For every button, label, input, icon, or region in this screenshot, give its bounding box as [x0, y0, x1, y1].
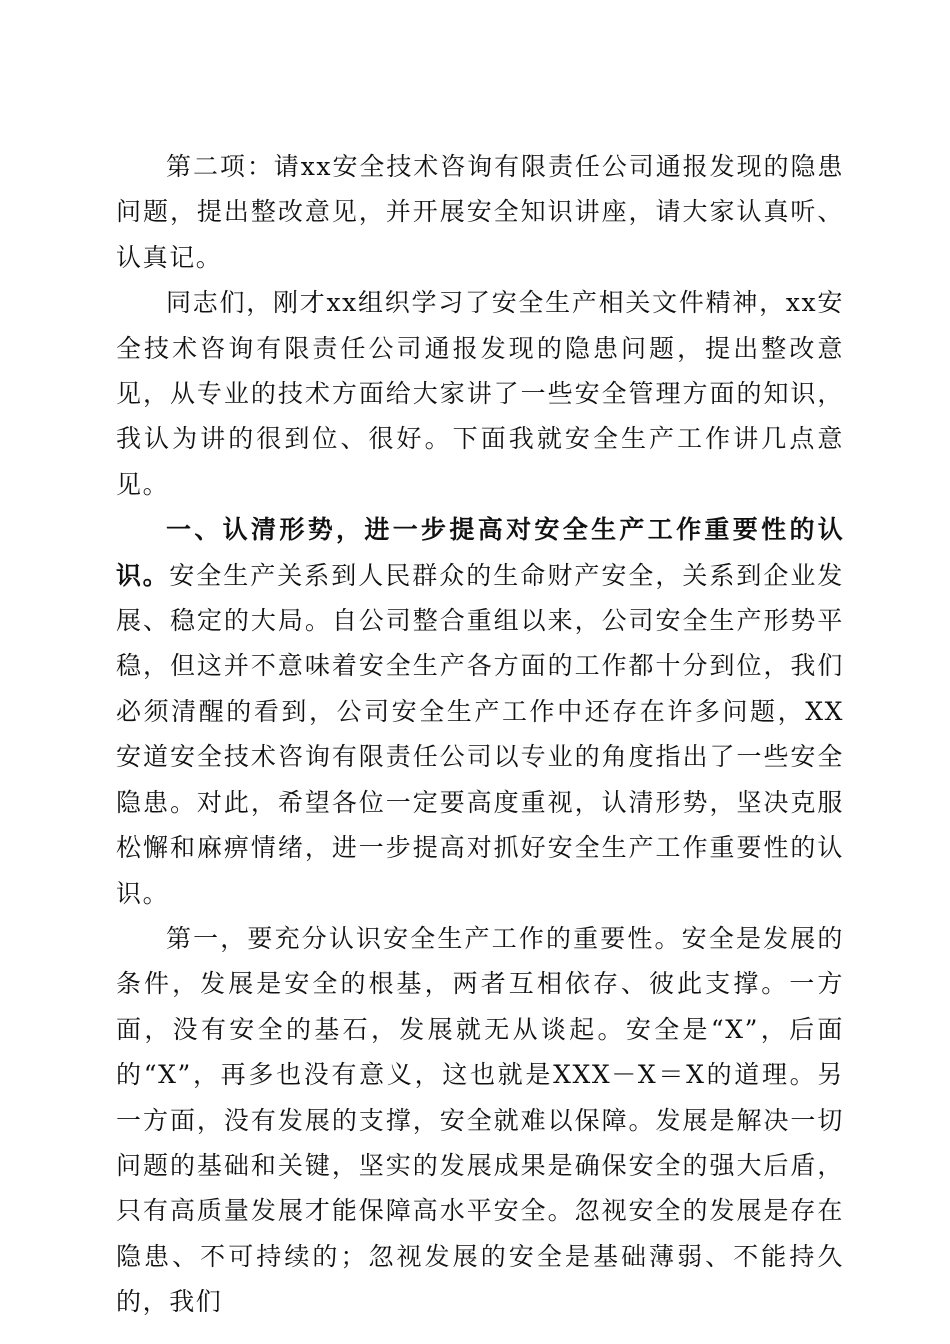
document-body [116, 144, 844, 1325]
section-one-body: 安全生产关系到人民群众的生命财产安全，关系到企业发展、稳定的大局。自公司整合重组以来，公司安全生产形势平稳，但这并不意味着安全生产各方面的工作都十分到位，我们必须清醒的看到，公司安全生产工作中还存在许多问题，XX安道安全技术咨询有限责任公司以专业的角度指出了一些安全隐患。对此，希望各位一定要高度重视，认清形势，坚决克服松懈和麻痹情绪，进一步提高对抓好安全生产工作重要性的认识。 [116, 560, 844, 908]
paragraph-section-one [116, 507, 844, 916]
paragraph-agenda-item-two: 第二项：请xx安全技术咨询有限责任公司通报发现的隐患问题，提出整改意见，并开展安全知识讲座，请大家认真听、认真记。 [116, 152, 844, 272]
section-one-heading: 一、认清形势，进一步提高对安全生产工作重要性的认识。 [116, 515, 844, 590]
paragraph-opening-remarks: 同志们，刚才xx组织学习了安全生产相关文件精神，xx安全技术咨询有限责任公司通报发现的隐患问题，提出整改意见，从专业的技术方面给大家讲了一些安全管理方面的知识，我认为讲的很到位、很好。下面我就安全生产工作讲几点意见。 [116, 288, 844, 499]
paragraph-point-one: 第一，要充分认识安全生产工作的重要性。安全是发展的条件，发展是安全的根基，两者互相依存、彼此支撑。一方面，没有安全的基石，发展就无从谈起。安全是“X”，后面的“X”，再多也没有意义，这也就是XXX－X＝X的道理。另一方面，没有发展的支撑，安全就难以保障。发展是解决一切问题的基础和关键，坚实的发展成果是确保安全的强大后盾，只有高质量发展才能保障高水平安全。忽视安全的发展是存在隐患、不可持续的；忽视发展的安全是基础薄弱、不能持久的，我们 [116, 923, 844, 1317]
